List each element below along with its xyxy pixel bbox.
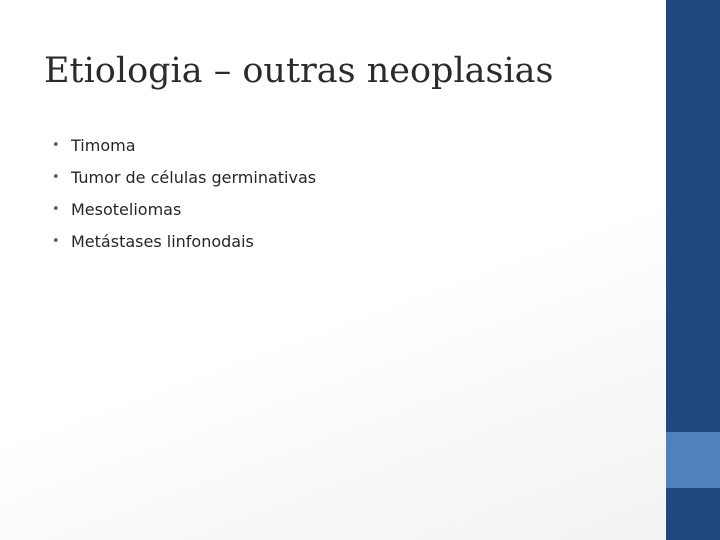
bullet-text: Timoma bbox=[71, 136, 136, 155]
list-item bbox=[52, 130, 316, 162]
side-bar-accent-segment bbox=[666, 432, 720, 488]
slide-title: Etiologia – outras neoplasias bbox=[44, 51, 554, 91]
list-item bbox=[52, 194, 316, 226]
bullet-text: Mesoteliomas bbox=[71, 200, 182, 219]
side-bar-top-segment bbox=[666, 0, 720, 432]
side-bar-bottom-segment bbox=[666, 488, 720, 540]
decorative-side-bar bbox=[666, 0, 720, 540]
bullet-icon: • bbox=[52, 202, 60, 217]
bullet-icon: • bbox=[52, 234, 60, 249]
list-item bbox=[52, 226, 316, 258]
list-item bbox=[52, 162, 316, 194]
bullet-text: Tumor de células germinativas bbox=[71, 168, 317, 187]
bullet-icon: • bbox=[52, 138, 60, 153]
bullet-icon: • bbox=[52, 170, 60, 185]
bullet-list bbox=[52, 130, 316, 258]
bullet-text: Metástases linfonodais bbox=[71, 232, 254, 251]
